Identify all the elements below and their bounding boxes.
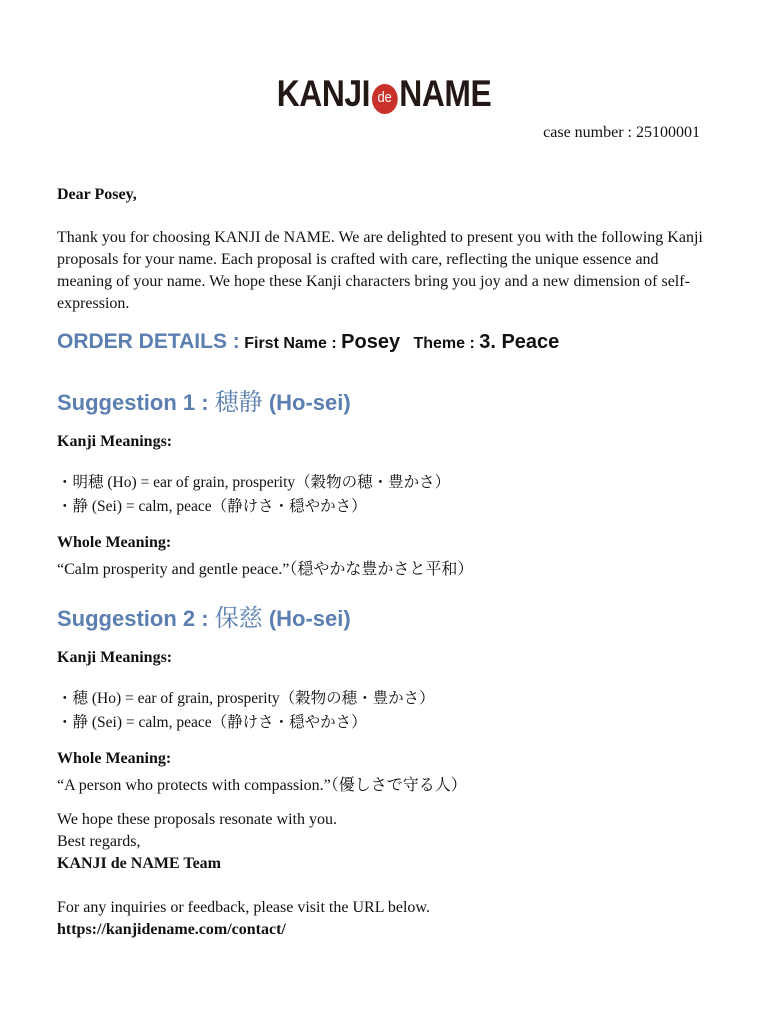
order-details-label: ORDER DETAILS : <box>57 330 240 353</box>
intro-paragraph: Thank you for choosing KANJI de NAME. We are delighted to present you with the following Kanji proposals for your name. Each proposal is crafted with care, reflecting the unique essence and meaning of your name. We hope these Kanji characters bring you joy and a new dimension of self-expression. <box>57 229 703 312</box>
suggestion-1-kanji: 穂静 <box>214 389 263 416</box>
suggestion-1-reading: (Ho-sei) <box>268 390 351 415</box>
case-number: case number : 25100001 <box>543 124 700 141</box>
suggestion-1-whole-meaning: “Calm prosperity and gentle peace.”（穏やかな豊かさと平和） <box>57 561 474 578</box>
theme-value: 3. Peace <box>479 331 560 353</box>
suggestion-2-whole-meaning: “A person who protects with compassion.”（優しさで守る人） <box>57 777 467 794</box>
suggestion-1-whole-label: Whole Meaning: <box>57 534 172 551</box>
suggestion-2-meaning-2: ・静 (Sei) = calm, peace（静けさ・穏やかさ） <box>57 714 367 731</box>
first-name-label: First Name : <box>244 335 337 352</box>
suggestion-2-heading <box>57 598 351 633</box>
suggestion-1-heading <box>57 382 351 417</box>
logo-kanji-text: KANJI <box>276 73 371 114</box>
suggestion-2-whole-label: Whole Meaning: <box>57 750 172 767</box>
logo-name-text: NAME <box>399 73 492 114</box>
suggestion-2-meanings-label: Kanji Meanings: <box>57 649 173 666</box>
first-name-value: Posey <box>341 331 401 353</box>
brand-logo <box>54 74 714 114</box>
suggestion-2-reading: (Ho-sei) <box>268 606 351 631</box>
contact-text: For any inquiries or feedback, please visit the URL below. <box>57 899 430 916</box>
greeting: Dear Posey, <box>57 186 137 203</box>
suggestion-2-kanji: 保慈 <box>214 605 263 632</box>
suggestion-1-meaning-1: ・明穂 (Ho) = ear of grain, prosperity（穀物の穂・豊かさ） <box>57 474 451 491</box>
suggestion-2-prefix: Suggestion 2 : <box>57 606 209 631</box>
order-details <box>57 330 559 354</box>
suggestion-1-meaning-2: ・静 (Sei) = calm, peace（静けさ・穏やかさ） <box>57 498 367 515</box>
suggestion-1-meanings-label: Kanji Meanings: <box>57 433 173 450</box>
logo-de-circle: de <box>372 84 398 114</box>
theme-label: Theme : <box>413 335 475 352</box>
suggestion-1-prefix: Suggestion 1 : <box>57 390 209 415</box>
suggestion-2-meaning-1: ・穂 (Ho) = ear of grain, prosperity（穀物の穂・豊かさ） <box>57 690 435 707</box>
regards-line: Best regards, <box>57 833 141 850</box>
closing-line: We hope these proposals resonate with you. <box>57 811 337 828</box>
signature: KANJI de NAME Team <box>57 855 222 872</box>
contact-url-link[interactable]: https://kanjidename.com/contact/ <box>57 921 286 938</box>
